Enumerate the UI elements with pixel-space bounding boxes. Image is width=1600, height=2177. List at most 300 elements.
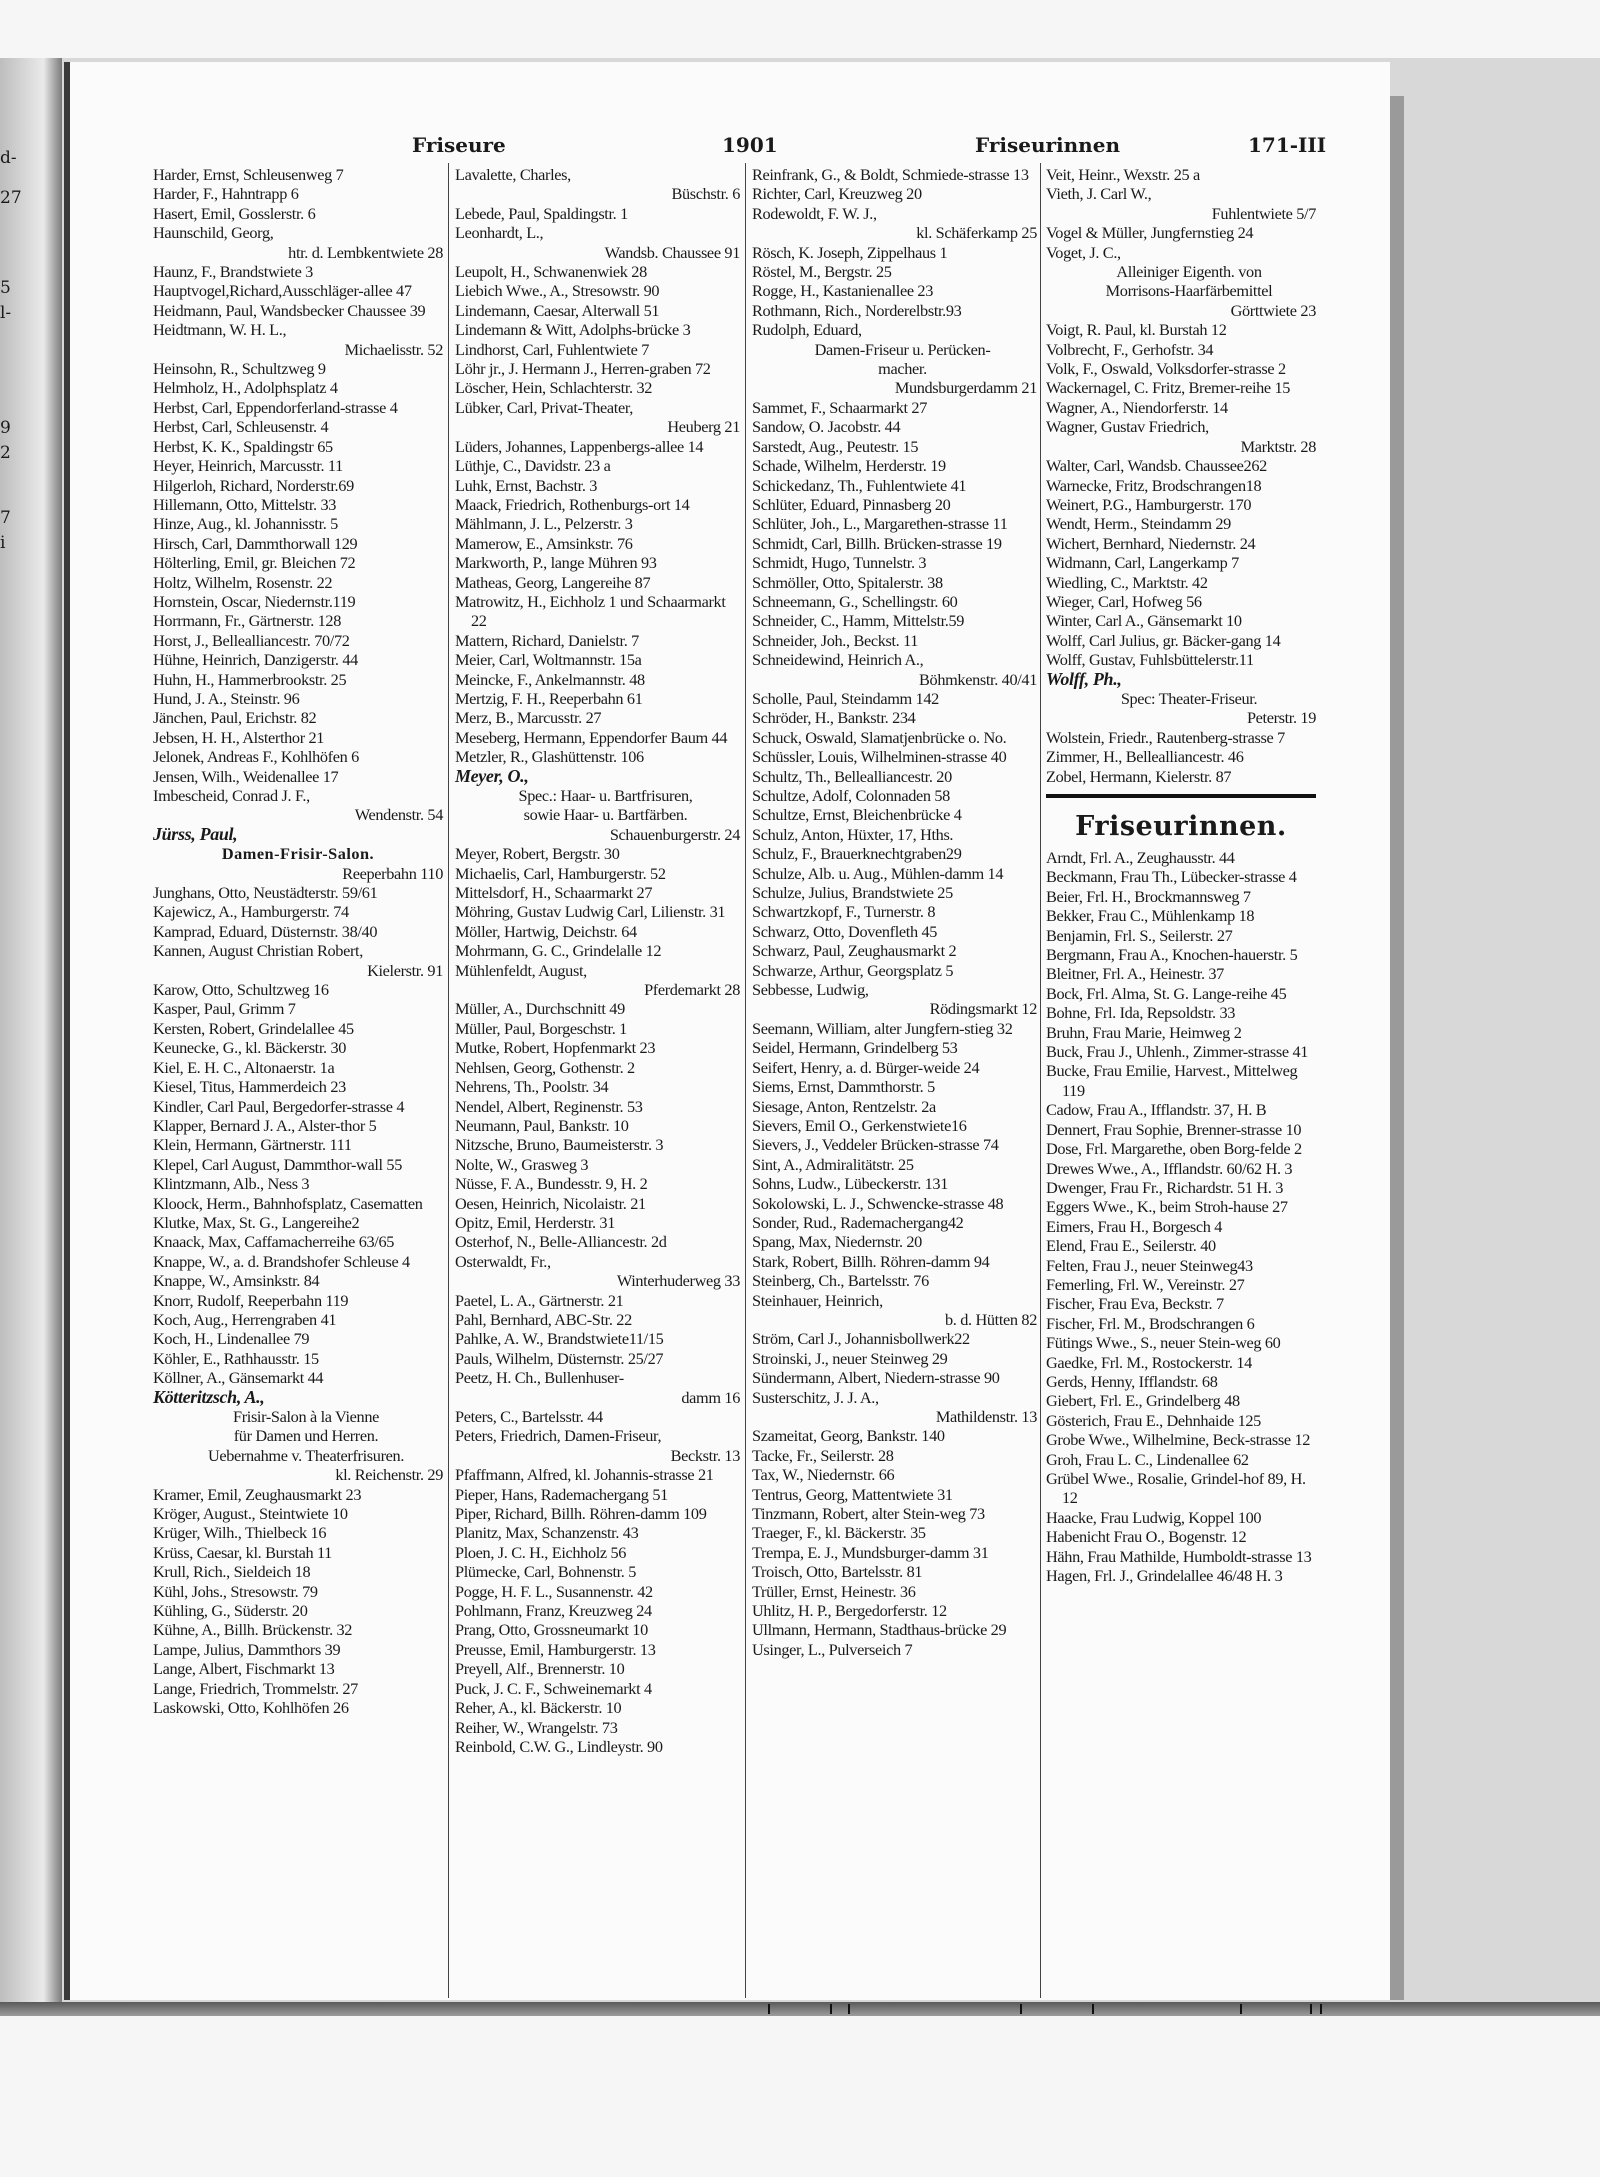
entry-name: Lange, Albert, Fischmarkt 13 (153, 1659, 335, 1679)
entry-name: Nüsse, F. A., Bundesstr. 9, H. 2 (455, 1174, 648, 1194)
directory-entry (153, 1213, 443, 1232)
directory-entry (455, 553, 740, 572)
directory-entry (1046, 359, 1316, 378)
directory-entry (153, 1116, 443, 1135)
directory-entry (1046, 848, 1316, 867)
directory-entry (455, 476, 740, 495)
directory-entry (455, 1485, 740, 1504)
entry-name: Imbescheid, Conrad J. F., (153, 786, 310, 805)
entry-salon: Damen-Frisir-Salon. (221, 844, 375, 864)
directory-entry (153, 437, 443, 456)
directory-entry (752, 1426, 1037, 1445)
directory-entry (455, 204, 740, 223)
directory-entry (1046, 1100, 1316, 1119)
directory-entry (153, 1271, 443, 1290)
entry-name: Sievers, J., Veddeler Brücken-strasse 74 (752, 1135, 999, 1155)
entry-name: Pahl, Bernhard, ABC-Str. 22 (455, 1309, 632, 1329)
entry-name: Wendt, Herm., Steindamm 29 (1046, 514, 1231, 534)
entry-name: Schwarz, Otto, Dovenfleth 45 (752, 921, 938, 941)
directory-entry (1046, 631, 1316, 650)
column-rule (448, 163, 449, 1998)
entry-name: Hagen, Frl. J., Grindelallee 46/48 H. 3 (1046, 1566, 1283, 1586)
directory-entry (1046, 534, 1316, 553)
ruler-marks (720, 2004, 1360, 2016)
directory-entry (153, 902, 443, 921)
directory-entry (153, 922, 443, 941)
directory-entry (153, 689, 443, 708)
entry-name: Rodewoldt, F. W. J., (752, 203, 877, 223)
directory-entry (455, 883, 740, 902)
directory-entry (1046, 243, 1316, 321)
entry-name: Winter, Carl A., Gänsemarkt 10 (1046, 611, 1242, 631)
directory-entry (153, 476, 443, 495)
entry-name: Zimmer, H., Bellealliancestr. 46 (1046, 747, 1244, 767)
directory-entry (153, 1640, 443, 1659)
margin-fragment: 27 (0, 188, 22, 208)
directory-entry (752, 1582, 1037, 1601)
directory-entry (752, 1019, 1037, 1038)
directory-entry (153, 1543, 443, 1562)
directory-entry (1046, 1120, 1316, 1139)
entry-name: Vogel & Müller, Jungfernstieg 24 (1046, 223, 1254, 243)
entry-name: Holtz, Wilhelm, Rosenstr. 22 (153, 572, 333, 592)
directory-entry (455, 592, 740, 631)
directory-entry (752, 534, 1037, 553)
directory-entry (153, 1620, 443, 1639)
entry-note: für Damen und Herren. (233, 1426, 379, 1446)
directory-entry (752, 1097, 1037, 1116)
entry-address: Rödingsmarkt 12 (929, 999, 1037, 1019)
entry-note: Spec.: Haar- u. Bartfrisuren, (518, 786, 693, 805)
entry-name: Seemann, William, alter Jungfern-stieg 32 (752, 1018, 1013, 1038)
entry-name: Oesen, Heinrich, Nicolaistr. 21 (455, 1193, 646, 1213)
directory-entry (1046, 611, 1316, 630)
directory-entry (1046, 1508, 1316, 1527)
directory-entry (455, 495, 740, 514)
directory-entry (455, 1310, 740, 1329)
directory-entry (455, 747, 740, 766)
entry-name: Heyer, Heinrich, Marcusstr. 11 (153, 456, 343, 476)
entry-name: Wagner, A., Niendorferstr. 14 (1046, 397, 1228, 417)
entry-name: Veit, Heinr., Wexstr. 25 a (1046, 165, 1200, 184)
entry-name: Lange, Friedrich, Trommelstr. 27 (153, 1678, 358, 1698)
entry-name: Mertzig, F. H., Reeperbahn 61 (455, 688, 643, 708)
entry-name: Heidtmann, W. H. L., (153, 320, 287, 340)
entry-name: Schulz, F., Brauerknechtgraben29 (752, 844, 962, 864)
entry-note: sowie Haar- u. Bartfärben. (523, 805, 688, 825)
directory-entry (153, 1310, 443, 1329)
entry-name: Löscher, Hein, Schlachterstr. 32 (455, 378, 653, 398)
entry-name: Hornstein, Oscar, Niedernstr.119 (153, 591, 356, 611)
directory-entry (455, 1640, 740, 1659)
directory-entry (455, 1232, 740, 1251)
entry-name: Harder, F., Hahntrapp 6 (153, 184, 299, 204)
directory-entry (1046, 378, 1316, 397)
entry-name: Jelonek, Andreas F., Kohlhöfen 6 (153, 747, 359, 767)
directory-entry (153, 1038, 443, 1057)
entry-name: Schultze, Ernst, Bleichenbrücke 4 (752, 805, 962, 825)
entry-name: Prang, Otto, Grossneumarkt 10 (455, 1620, 648, 1640)
entry-name: Huhn, H., Hammerbrookstr. 25 (153, 669, 347, 689)
directory-entry (455, 864, 740, 883)
entry-name: Lindemann & Witt, Adolphs-brücke 3 (455, 320, 691, 340)
directory-entry (1046, 1372, 1316, 1391)
entry-name: Lüders, Johannes, Lappenbergs-allee 14 (455, 436, 704, 456)
directory-entry (752, 825, 1037, 844)
entry-name: Hillemann, Otto, Mittelstr. 33 (153, 494, 337, 514)
directory-entry (455, 961, 740, 1000)
directory-entry (455, 999, 740, 1018)
entry-name: Sievers, Emil O., Gerkenstwiete16 (752, 1115, 967, 1135)
entry-name: Köllner, A., Gänsemarkt 44 (153, 1368, 324, 1388)
directory-entry (455, 1543, 740, 1562)
entry-address: htr. d. Lembkentwiete 28 (288, 242, 443, 262)
directory-entry (1046, 1353, 1316, 1372)
entry-name: Femerling, Frl. W., Vereinstr. 27 (1046, 1274, 1245, 1294)
directory-entry (153, 1155, 443, 1174)
entry-name: Puck, J. C. F., Schweinemarkt 4 (455, 1678, 652, 1698)
directory-entry (752, 281, 1037, 300)
directory-entry (1046, 184, 1316, 223)
entry-note: Frisir-Salon à la Vienne (233, 1407, 379, 1426)
entry-name: Pogge, H. F. L., Susannenstr. 42 (455, 1581, 653, 1601)
directory-entry (752, 1291, 1037, 1330)
directory-entry (752, 573, 1037, 592)
directory-entry (455, 1523, 740, 1542)
entry-address: Heuberg 21 (667, 417, 740, 437)
entry-name: Jürss, Paul, (153, 823, 238, 844)
directory-entry (153, 1291, 443, 1310)
entry-note: Damen-Friseur u. Perücken- (814, 339, 991, 359)
entry-name: Wagner, Gustav Friedrich, (1046, 417, 1209, 437)
entry-name: Dwenger, Frau Fr., Richardstr. 51 H. 3 (1046, 1177, 1284, 1197)
directory-entry (455, 1620, 740, 1639)
directory-entry (1046, 1430, 1316, 1449)
directory-entry (455, 320, 740, 339)
directory-entry (455, 1213, 740, 1232)
entry-name: Schröder, H., Bankstr. 234 (752, 708, 916, 728)
entry-name: Krüger, Wilh., Thielbeck 16 (153, 1523, 327, 1543)
entry-name: Uhlitz, H. P., Bergedorferstr. 12 (752, 1601, 947, 1621)
entry-name: Kamprad, Eduard, Düsternstr. 38/40 (153, 921, 378, 941)
directory-entry (153, 553, 443, 572)
directory-entry (153, 1562, 443, 1581)
margin-fragment: d- (0, 148, 17, 168)
entry-name: Schlüter, Joh., L., Margarethen-strasse 11 (752, 514, 1008, 534)
entry-address: Wendenstr. 54 (354, 805, 443, 825)
entry-name: Pieper, Hans, Rademachergang 51 (455, 1484, 668, 1504)
entry-name: Pahlke, A. W., Brandstwiete11/15 (455, 1329, 664, 1349)
directory-entry (153, 650, 443, 669)
directory-entry (1046, 1139, 1316, 1158)
entry-name: Mohrmann, G. C., Grindelalle 12 (455, 941, 662, 961)
entry-name: Eggers Wwe., K., beim Stroh-hause 27 (1046, 1197, 1288, 1217)
entry-name: Tacke, Fr., Seilerstr. 28 (752, 1445, 894, 1465)
column-2 (455, 165, 740, 1756)
entry-name: Arndt, Frl. A., Zeughausstr. 44 (1046, 848, 1235, 867)
entry-name: Benjamin, Frl. S., Seilerstr. 27 (1046, 925, 1233, 945)
entry-name: Schade, Wilhelm, Herderstr. 19 (752, 456, 946, 476)
entry-address: Büschstr. 6 (671, 184, 740, 204)
entry-name: Schüssler, Louis, Wilhelminen-strasse 40 (752, 747, 1007, 767)
directory-entry (455, 1349, 740, 1368)
directory-entry (752, 1465, 1037, 1484)
directory-entry (752, 747, 1037, 766)
directory-entry (752, 786, 1037, 805)
entry-name: Stroinski, J., neuer Steinweg 29 (752, 1348, 948, 1368)
column-rule (745, 163, 746, 1998)
directory-entry (455, 1407, 740, 1426)
directory-entry (752, 611, 1037, 630)
entry-name: Groh, Frau L. C., Lindenallee 62 (1046, 1449, 1249, 1469)
directory-entry (455, 1174, 740, 1193)
entry-name: Sint, A., Admiralitätstr. 25 (752, 1154, 914, 1174)
entry-name: Kiesel, Titus, Hammerdeich 23 (153, 1077, 346, 1097)
directory-entry (153, 281, 443, 300)
entry-name: Nehlsen, Georg, Gothenstr. 2 (455, 1057, 635, 1077)
entry-name: Lübker, Carl, Privat-Theater, (455, 397, 633, 417)
entry-name: Bohne, Frl. Ida, Repsoldstr. 33 (1046, 1003, 1236, 1023)
directory-entry (1046, 747, 1316, 766)
entry-name: Matheas, Georg, Langereihe 87 (455, 572, 651, 592)
entry-name: Osterwaldt, Fr., (455, 1251, 551, 1271)
entry-name: Junghans, Otto, Neustädterstr. 59/61 (153, 883, 378, 903)
entry-address: Wandsb. Chaussee 91 (604, 242, 740, 262)
entry-name: Mamerow, E., Amsinkstr. 76 (455, 533, 633, 553)
directory-entry (752, 631, 1037, 650)
directory-entry (1046, 1294, 1316, 1313)
entry-name: Szameitat, Georg, Bankstr. 140 (752, 1426, 945, 1446)
entry-name: Hinze, Aug., kl. Johannisstr. 5 (153, 514, 338, 534)
directory-entry (1046, 767, 1316, 786)
entry-name: Reher, A., kl. Bäckerstr. 10 (455, 1698, 622, 1718)
directory-entry (153, 378, 443, 397)
entry-name: Fütings Wwe., S., neuer Stein-weg 60 (1046, 1333, 1281, 1353)
directory-entry (153, 262, 443, 281)
directory-entry (455, 223, 740, 262)
entry-name: Bergmann, Frau A., Knochen-hauerstr. 5 (1046, 945, 1298, 965)
entry-name: Pohlmann, Franz, Kreuzweg 24 (455, 1601, 652, 1621)
entry-name: Lüthje, C., Davidstr. 23 a (455, 456, 611, 476)
directory-entry (752, 398, 1037, 417)
entry-name: Koch, H., Lindenallee 79 (153, 1329, 310, 1349)
entry-name: Neumann, Paul, Bankstr. 10 (455, 1115, 629, 1135)
entry-name: Meseberg, Hermann, Eppendorfer Baum 44 (455, 727, 728, 747)
directory-entry (752, 844, 1037, 863)
directory-entry (1046, 476, 1316, 495)
entry-name: Haunz, F., Brandstwiete 3 (153, 262, 313, 282)
section-divider (1046, 794, 1316, 798)
entry-name: Mählmann, J. L., Pelzerstr. 3 (455, 514, 633, 534)
directory-entry (1046, 165, 1316, 184)
directory-entry (153, 398, 443, 417)
directory-entry (1046, 964, 1316, 983)
directory-entry (1046, 1469, 1316, 1508)
directory-entry (1046, 728, 1316, 747)
entry-address: Pferdemarkt 28 (644, 980, 740, 1000)
directory-entry (752, 1446, 1037, 1465)
directory-entry (455, 941, 740, 960)
directory-entry (455, 378, 740, 397)
directory-entry (752, 708, 1037, 727)
directory-entry (153, 1077, 443, 1096)
directory-entry (153, 301, 443, 320)
entry-name: Peters, Friedrich, Damen-Friseur, (455, 1426, 662, 1446)
directory-entry (1046, 573, 1316, 592)
entry-name: Schmöller, Otto, Spitalerstr. 38 (752, 572, 943, 592)
entry-name: Schultze, Adolf, Colonnaden 58 (752, 786, 950, 805)
directory-entry (153, 456, 443, 475)
entry-note: Spec: Theater-Friseur. (1120, 688, 1258, 708)
directory-entry (752, 961, 1037, 980)
section-heading: Friseurinnen. (1075, 811, 1287, 842)
directory-entry (752, 1252, 1037, 1271)
entry-name: Kersten, Robert, Grindelallee 45 (153, 1018, 354, 1038)
directory-entry (752, 728, 1037, 747)
directory-entry (1046, 945, 1316, 964)
directory-entry (153, 825, 443, 883)
directory-entry (455, 262, 740, 281)
entry-name: Scholle, Paul, Steindamm 142 (752, 688, 939, 708)
entry-name: Koch, Aug., Herrengraben 41 (153, 1309, 337, 1329)
entry-name: Bucke, Frau Emilie, Harvest., Mittelweg 119 (1046, 1061, 1298, 1100)
directory-entry (1046, 1217, 1316, 1236)
entry-name: Schneider, C., Hamm, Mittelstr.59 (752, 611, 965, 631)
entry-name: Merz, B., Marcusstr. 27 (455, 708, 602, 728)
entry-name: Lindemann, Caesar, Alterwall 51 (455, 300, 660, 320)
entry-name: Usinger, L., Pulverseich 7 (752, 1639, 913, 1659)
directory-entry (455, 631, 740, 650)
directory-entry (153, 1349, 443, 1368)
entry-name: Michaelis, Carl, Hamburgerstr. 52 (455, 863, 666, 883)
entry-name: Ullmann, Hermann, Stadthaus-brücke 29 (752, 1620, 1007, 1640)
directory-entry (1046, 650, 1316, 669)
entry-name: Meyer, O., (455, 765, 529, 786)
entry-name: Fischer, Frau Eva, Beckstr. 7 (1046, 1294, 1224, 1314)
directory-entry (752, 883, 1037, 902)
directory-entry (455, 1116, 740, 1135)
directory-entry (1046, 1314, 1316, 1333)
margin-fragment: 5 (0, 278, 11, 298)
directory-entry (455, 844, 740, 863)
entry-name: Nitzsche, Bruno, Baumeisterstr. 3 (455, 1135, 664, 1155)
entry-name: Grobe Wwe., Wilhelmine, Beck-strasse 12 (1046, 1430, 1311, 1450)
directory-entry (752, 592, 1037, 611)
entry-name: Cadow, Frau A., Ifflandstr. 37, H. B (1046, 1100, 1267, 1120)
entry-name: Spang, Max, Niedernstr. 20 (752, 1232, 922, 1252)
entry-name: Wolff, Gustav, Fuhlsbüttelerstr.11 (1046, 650, 1254, 670)
entry-name: Schwartzkopf, F., Turnerstr. 8 (752, 902, 936, 922)
entry-name: Schulze, Julius, Brandstwiete 25 (752, 883, 953, 903)
entry-address: Marktstr. 28 (1240, 436, 1316, 456)
directory-entry (153, 1019, 443, 1038)
entry-name: Grübel Wwe., Rosalie, Grindel-hof 89, H. 12 (1046, 1469, 1306, 1508)
directory-entry (1046, 1256, 1316, 1275)
entry-name: Planitz, Max, Schanzenstr. 43 (455, 1523, 639, 1543)
entry-name: Hühne, Heinrich, Danzigerstr. 44 (153, 650, 358, 670)
directory-entry (752, 922, 1037, 941)
directory-entry (153, 1601, 443, 1620)
directory-entry (1046, 592, 1316, 611)
entry-name: Meier, Carl, Woltmannstr. 15a (455, 650, 642, 670)
directory-entry (752, 262, 1037, 281)
entry-address: Fuhlentwiete 5/7 (1211, 203, 1316, 223)
entry-name: Preyell, Alf., Brennerstr. 10 (455, 1659, 625, 1679)
entry-name: Maack, Friedrich, Rothenburgs-ort 14 (455, 494, 690, 514)
entry-name: Keunecke, G., kl. Bäckerstr. 30 (153, 1038, 347, 1058)
directory-entry (153, 941, 443, 980)
directory-entry (455, 1562, 740, 1581)
directory-entry (752, 1116, 1037, 1135)
directory-entry (455, 650, 740, 669)
entry-name: Richter, Carl, Kreuzweg 20 (752, 184, 922, 204)
entry-name: Kramer, Emil, Zeughausmarkt 23 (153, 1484, 362, 1504)
directory-entry (1046, 1197, 1316, 1216)
entry-name: Matrowitz, H., Eichholz 1 und Schaarmarkt 22 (455, 591, 726, 631)
directory-entry (455, 1426, 740, 1465)
entry-name: Leonhardt, L., (455, 223, 544, 243)
directory-entry (752, 1174, 1037, 1193)
directory-entry (455, 1097, 740, 1116)
entry-name: Meincke, F., Ankelmannstr. 48 (455, 669, 645, 689)
directory-entry (1046, 1411, 1316, 1430)
directory-entry (752, 1155, 1037, 1174)
directory-entry (455, 1698, 740, 1717)
directory-entry (752, 1504, 1037, 1523)
directory-entry (752, 767, 1037, 786)
directory-entry (1046, 1547, 1316, 1566)
entry-name: Traeger, F., kl. Bäckerstr. 35 (752, 1523, 926, 1543)
directory-entry (455, 1465, 740, 1484)
directory-entry (153, 1504, 443, 1523)
entry-name: Haunschild, Georg, (153, 223, 274, 243)
facing-page-edge (0, 58, 62, 2002)
entry-name: Hilgerloh, Richard, Norderstr.69 (153, 475, 354, 495)
column-4 (1046, 165, 1316, 1585)
entry-name: Wieger, Carl, Hofweg 56 (1046, 591, 1202, 611)
entry-name: Müller, A., Durchschnitt 49 (455, 999, 625, 1019)
directory-entry (455, 398, 740, 437)
directory-entry (752, 941, 1037, 960)
directory-entry (752, 1349, 1037, 1368)
directory-entry (455, 340, 740, 359)
entry-name: Klepel, Carl August, Dammthor-wall 55 (153, 1154, 402, 1174)
entry-name: Lampe, Julius, Dammthors 39 (153, 1639, 341, 1659)
directory-entry (455, 1155, 740, 1174)
directory-entry (455, 1368, 740, 1407)
directory-entry (455, 670, 740, 689)
entry-name: Felten, Frau J., neuer Steinweg43 (1046, 1255, 1253, 1275)
entry-name: Sonder, Rud., Rademachergang42 (752, 1212, 964, 1232)
entry-name: Sandow, O. Jacobstr. 44 (752, 417, 901, 437)
entry-name: Mutke, Robert, Hopfenmarkt 23 (455, 1038, 656, 1058)
entry-name: Reinfrank, G., & Boldt, Schmiede-strasse 13 (752, 165, 1029, 184)
entry-note: Morrisons-Haarfärbemittel (1105, 281, 1273, 301)
entry-name: Dose, Frl. Margarethe, oben Borg-felde 2 (1046, 1139, 1302, 1159)
directory-entry (153, 1388, 443, 1485)
directory-entry (1046, 1042, 1316, 1061)
entry-name: Osterhof, N., Belle-Alliancestr. 2d (455, 1232, 667, 1252)
entry-name: Mittelsdorf, H., Schaarmarkt 27 (455, 883, 653, 903)
entry-address: Mathildenstr. 13 (935, 1407, 1037, 1426)
directory-entry (752, 1523, 1037, 1542)
entry-name: Rothmann, Rich., Norderelbstr.93 (752, 300, 962, 320)
directory-entry (752, 689, 1037, 708)
entry-name: Nendel, Albert, Reginenstr. 53 (455, 1096, 643, 1116)
entry-name: Meyer, Robert, Bergstr. 30 (455, 844, 620, 864)
entry-name: Nehrens, Th., Poolstr. 34 (455, 1077, 609, 1097)
directory-entry (752, 320, 1037, 398)
